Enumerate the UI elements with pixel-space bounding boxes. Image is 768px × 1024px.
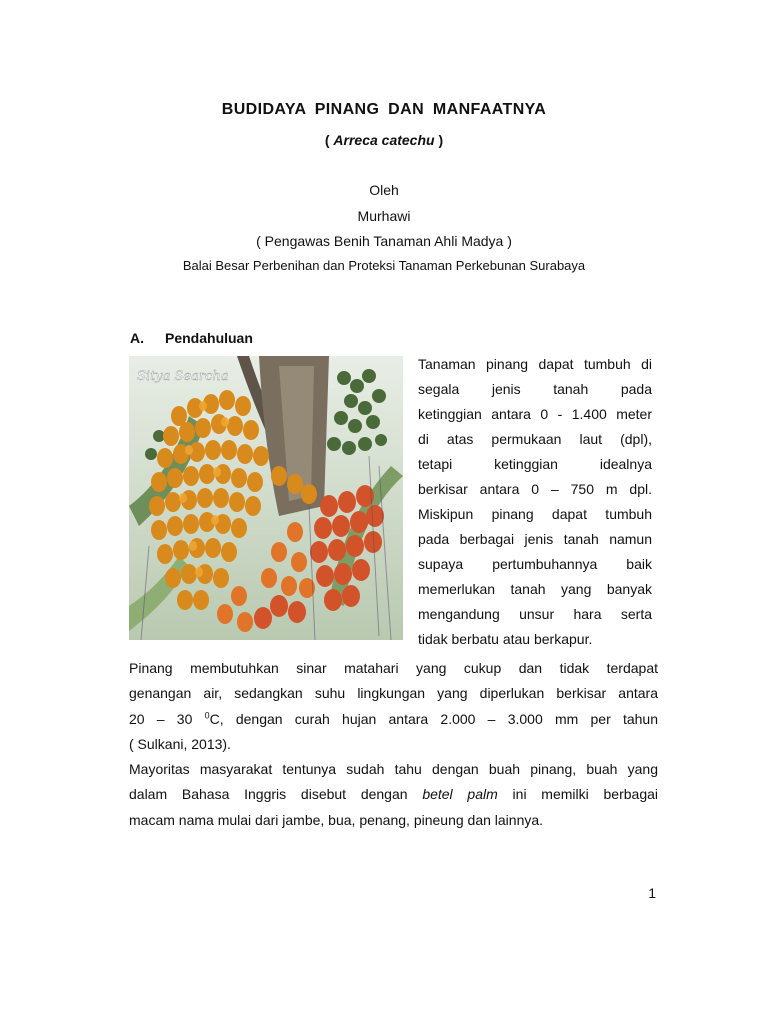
text-line: mengandung unsur hara serta <box>418 606 652 622</box>
section-number: A. <box>130 330 144 346</box>
text-line: Pinang membutuhkan sinar matahari yang cukup dan tidak terdapat <box>129 660 658 676</box>
intro-side-text <box>418 352 652 652</box>
areca-fruit-photo <box>129 356 403 640</box>
author-name: Murhawi <box>357 208 411 224</box>
document-subtitle <box>0 132 768 148</box>
text-line: ketinggian antara 0 - 1.400 meter <box>418 406 652 422</box>
author-institution: Balai Besar Perbenihan dan Proteksi Tanaman Perkebunan Surabaya <box>182 258 586 273</box>
text-line: tetapi ketinggian idealnya <box>418 456 652 472</box>
text-line: Miskipun pinang dapat tumbuh <box>418 506 652 522</box>
paragraph-climate <box>129 656 658 757</box>
subtitle-close: ) <box>434 132 444 148</box>
text-line: segala jenis tanah pada <box>418 381 652 397</box>
text-line: tidak berbatu atau berkapur. <box>418 631 593 647</box>
paragraph-names <box>129 757 658 833</box>
subtitle-open: ( <box>324 132 334 148</box>
text-line: berkisar antara 0 – 750 m dpl. <box>418 481 652 497</box>
page-number: 1 <box>648 885 656 901</box>
text-line: Tanaman pinang dapat tumbuh di <box>418 356 652 372</box>
byline-label: Oleh <box>369 182 399 198</box>
author-position: ( Pengawas Benih Tanaman Ahli Madya ) <box>256 233 512 249</box>
text-line: macam nama mulai dari jambe, bua, penang, pineung dan lainnya. <box>129 811 544 828</box>
text-line: supaya pertumbuhannya baik <box>418 556 652 572</box>
text-line: pada berbagai jenis tanah namun <box>418 531 652 547</box>
rainfall-text: C, dengan curah hujan antara 2.000 – 3.000 mm per tahun <box>209 710 658 727</box>
document-title: BUDIDAYA PINANG DAN MANFAATNYA <box>221 101 547 118</box>
degree-sup: 0 <box>204 709 210 720</box>
temperature-range: 20 – 30 <box>129 710 205 727</box>
text-fragment: dalam Bahasa Inggris disebut dengan <box>129 786 423 803</box>
text-fragment: ini memilki berbagai <box>497 786 659 803</box>
areca-fruit-illustration <box>129 356 403 640</box>
text-line <box>129 782 658 807</box>
english-term: betel palm <box>422 786 498 803</box>
text-line: di atas permukaan laut (dpl), <box>418 431 652 447</box>
citation: ( Sulkani, 2013). <box>129 735 231 752</box>
latin-name: Arreca catechu <box>333 132 435 148</box>
section-title: Pendahuluan <box>165 330 253 346</box>
body-text <box>129 656 658 833</box>
section-heading <box>130 330 253 346</box>
text-line: Mayoritas masyarakat tentunya sudah tahu dengan buah pinang, buah yang <box>129 761 658 778</box>
svg-text:Sitya Searcha: Sitya Searcha <box>137 369 229 384</box>
text-line: genangan air, sedangkan suhu lingkungan yang diperlukan berkisar antara <box>129 685 658 702</box>
text-line: memerlukan tanah yang banyak <box>418 581 652 597</box>
text-line <box>129 707 658 732</box>
